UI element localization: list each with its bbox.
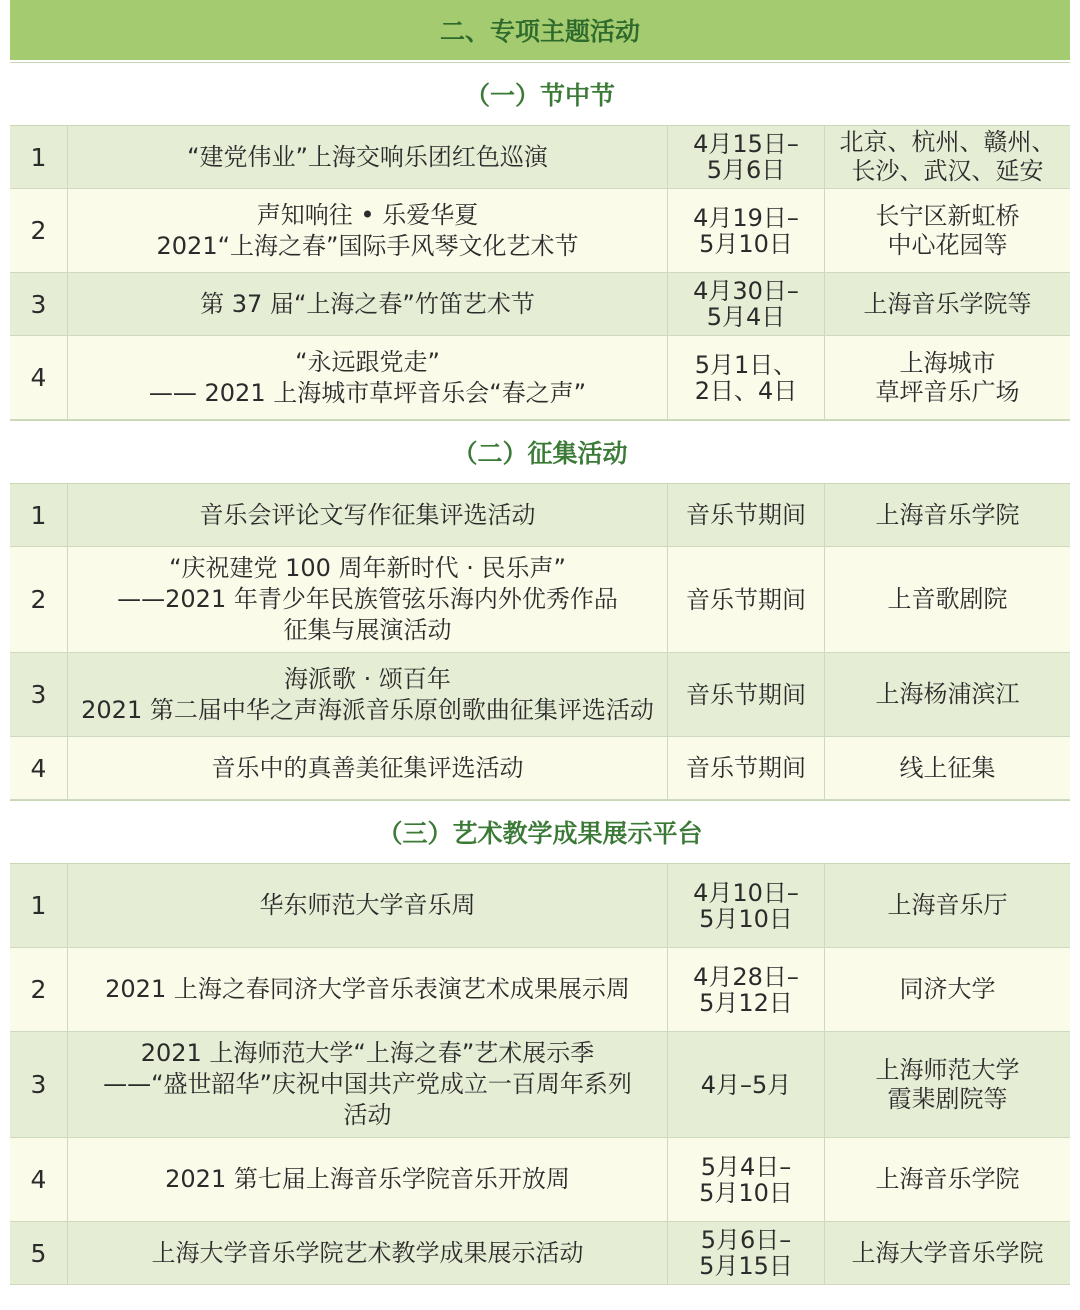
table-row bbox=[10, 864, 1070, 948]
activity-name-line: 2021 上海之春同济大学音乐表演艺术成果展示周 bbox=[105, 975, 630, 1003]
activity-date bbox=[668, 653, 825, 736]
row-number: 2 bbox=[10, 948, 68, 1031]
activity-name bbox=[68, 1138, 668, 1221]
activity-name-line: 2021 第七届上海音乐学院音乐开放周 bbox=[165, 1165, 570, 1193]
row-number: 1 bbox=[10, 864, 68, 947]
activity-date-line: 5月4日 bbox=[706, 303, 786, 331]
activity-name-line: 2021 第二届中华之声海派音乐原创歌曲征集评选活动 bbox=[81, 695, 654, 724]
activity-date-line: 4月30日– bbox=[693, 277, 799, 305]
activity-venue-line: 中心花园等 bbox=[887, 230, 1008, 259]
table-body bbox=[10, 62, 1070, 1285]
activity-name-line: 声知响往 • 乐爱华夏 bbox=[256, 200, 479, 229]
row-number: 1 bbox=[10, 126, 68, 188]
activity-venue-line: 上海音乐学院等 bbox=[863, 289, 1032, 318]
activity-name bbox=[68, 1222, 668, 1284]
activity-name bbox=[68, 126, 668, 188]
activity-date-line: 音乐节期间 bbox=[686, 501, 806, 529]
activity-venue-line: 长沙、武汉、延安 bbox=[851, 157, 1044, 185]
activity-date bbox=[668, 1032, 825, 1137]
activity-date bbox=[668, 1222, 825, 1284]
activity-date-line: 5月10日 bbox=[699, 1178, 793, 1207]
activity-date-line: 5月10日 bbox=[699, 229, 793, 258]
table-row bbox=[10, 948, 1070, 1032]
activity-name bbox=[68, 1032, 668, 1137]
table-row bbox=[10, 273, 1070, 336]
activity-date-line: 4月–5月 bbox=[700, 1070, 792, 1099]
row-number: 3 bbox=[10, 653, 68, 736]
row-number: 2 bbox=[10, 547, 68, 652]
activity-date-line: 4月15日– bbox=[693, 130, 799, 158]
activity-venue bbox=[825, 273, 1070, 335]
row-number: 3 bbox=[10, 273, 68, 335]
activity-venue bbox=[825, 737, 1070, 799]
activity-date-line: 4月10日– bbox=[693, 878, 799, 907]
activity-venue bbox=[825, 1032, 1070, 1137]
row-number: 4 bbox=[10, 336, 68, 419]
activity-venue-line: 上海师范大学 bbox=[875, 1055, 1020, 1084]
activity-name-line: 上海大学音乐学院艺术教学成果展示活动 bbox=[151, 1238, 584, 1267]
activity-venue bbox=[825, 653, 1070, 736]
activity-name-line: “建党伟业”上海交响乐团红色巡演 bbox=[187, 142, 548, 171]
activity-venue-line: 北京、杭州、赣州、 bbox=[839, 128, 1056, 156]
activity-venue bbox=[825, 336, 1070, 419]
table-row bbox=[10, 189, 1070, 273]
activity-name-line: 音乐中的真善美征集评选活动 bbox=[211, 753, 524, 782]
activity-venue-line: 上海音乐学院 bbox=[875, 1165, 1020, 1193]
activity-name bbox=[68, 336, 668, 419]
section-heading: （二）征集活动 bbox=[10, 420, 1070, 484]
activity-venue-line: 上音歌剧院 bbox=[887, 585, 1008, 613]
activity-date bbox=[668, 273, 825, 335]
table-row bbox=[10, 126, 1070, 189]
activity-venue-line: 上海杨浦滨江 bbox=[875, 680, 1020, 708]
table-row bbox=[10, 1032, 1070, 1138]
activity-date bbox=[668, 189, 825, 272]
table-row bbox=[10, 336, 1070, 420]
activity-date-line: 5月4日– bbox=[700, 1152, 792, 1181]
activity-venue bbox=[825, 189, 1070, 272]
activity-name-line: 华东师范大学音乐周 bbox=[259, 891, 476, 919]
activity-venue bbox=[825, 864, 1070, 947]
activity-date bbox=[668, 864, 825, 947]
row-number: 2 bbox=[10, 189, 68, 272]
table-row bbox=[10, 737, 1070, 800]
activity-table bbox=[10, 0, 1070, 1285]
activity-name bbox=[68, 273, 668, 335]
table-title: 二、专项主题活动 bbox=[10, 0, 1070, 62]
table-row bbox=[10, 653, 1070, 737]
activity-name bbox=[68, 864, 668, 947]
activity-date bbox=[668, 737, 825, 799]
activity-name-line: “庆祝建党 100 周年新时代 · 民乐声” bbox=[169, 554, 566, 582]
activity-date-line: 音乐节期间 bbox=[686, 753, 806, 782]
activity-date bbox=[668, 126, 825, 188]
activity-name-line: “永远跟党走” bbox=[295, 347, 440, 376]
activity-date-line: 音乐节期间 bbox=[686, 680, 806, 709]
activity-date-line: 5月12日 bbox=[699, 988, 793, 1017]
activity-name-line: 第 37 届“上海之春”竹笛艺术节 bbox=[200, 289, 535, 318]
activity-name-line: 活动 bbox=[343, 1101, 392, 1129]
activity-date-line: 音乐节期间 bbox=[686, 585, 806, 614]
activity-venue-line: 上海城市 bbox=[899, 348, 996, 377]
table-row bbox=[10, 547, 1070, 653]
activity-date bbox=[668, 547, 825, 652]
activity-name-line: ——“盛世韶华”庆祝中国共产党成立一百周年系列 bbox=[103, 1070, 632, 1098]
row-number: 1 bbox=[10, 484, 68, 546]
row-number: 4 bbox=[10, 1138, 68, 1221]
section-heading: （三）艺术教学成果展示平台 bbox=[10, 800, 1070, 864]
activity-name-line: 征集与展演活动 bbox=[283, 616, 452, 644]
row-number: 3 bbox=[10, 1032, 68, 1137]
activity-name-line: ——2021 年青少年民族管弦乐海内外优秀作品 bbox=[117, 585, 618, 613]
activity-venue-line: 长宁区新虹桥 bbox=[875, 201, 1020, 230]
table-row bbox=[10, 484, 1070, 547]
activity-venue bbox=[825, 1222, 1070, 1284]
activity-venue bbox=[825, 126, 1070, 188]
row-number: 4 bbox=[10, 737, 68, 799]
activity-name-line: 海派歌 · 颂百年 bbox=[284, 664, 451, 693]
activity-date bbox=[668, 484, 825, 546]
activity-date-line: 4月28日– bbox=[693, 962, 799, 991]
activity-name bbox=[68, 484, 668, 546]
activity-name bbox=[68, 547, 668, 652]
activity-venue bbox=[825, 1138, 1070, 1221]
table-row bbox=[10, 1222, 1070, 1285]
activity-date-line: 4月19日– bbox=[693, 203, 799, 232]
activity-date bbox=[668, 948, 825, 1031]
activity-venue-line: 线上征集 bbox=[899, 753, 996, 782]
activity-venue bbox=[825, 547, 1070, 652]
activity-name-line: 2021“上海之春”国际手风琴文化艺术节 bbox=[156, 231, 579, 260]
activity-date-line: 2日、4日 bbox=[694, 376, 798, 405]
activity-venue-line: 上海大学音乐学院 bbox=[851, 1238, 1044, 1267]
table-row bbox=[10, 1138, 1070, 1222]
activity-name-line: —— 2021 上海城市草坪音乐会“春之声” bbox=[148, 378, 587, 407]
activity-date-line: 5月6日– bbox=[700, 1226, 792, 1254]
activity-date-line: 5月15日 bbox=[699, 1252, 793, 1280]
activity-venue-line: 上海音乐学院 bbox=[875, 500, 1020, 529]
activity-venue-line: 霞棐剧院等 bbox=[887, 1084, 1008, 1113]
activity-name-line: 2021 上海师范大学“上海之春”艺术展示季 bbox=[140, 1039, 595, 1067]
activity-date-line: 5月6日 bbox=[706, 156, 786, 184]
activity-venue bbox=[825, 484, 1070, 546]
activity-date-line: 5月10日 bbox=[699, 904, 793, 933]
activity-date-line: 5月1日、 bbox=[694, 350, 798, 379]
activity-venue-line: 上海音乐厅 bbox=[887, 891, 1008, 919]
activity-venue-line: 同济大学 bbox=[899, 975, 996, 1003]
activity-name bbox=[68, 189, 668, 272]
row-number: 5 bbox=[10, 1222, 68, 1284]
activity-date bbox=[668, 336, 825, 419]
activity-venue-line: 草坪音乐广场 bbox=[875, 377, 1020, 406]
activity-name bbox=[68, 948, 668, 1031]
activity-name bbox=[68, 653, 668, 736]
activity-date bbox=[668, 1138, 825, 1221]
activity-venue bbox=[825, 948, 1070, 1031]
activity-name-line: 音乐会评论文写作征集评选活动 bbox=[199, 500, 536, 529]
section-heading: （一）节中节 bbox=[10, 62, 1070, 126]
activity-name bbox=[68, 737, 668, 799]
